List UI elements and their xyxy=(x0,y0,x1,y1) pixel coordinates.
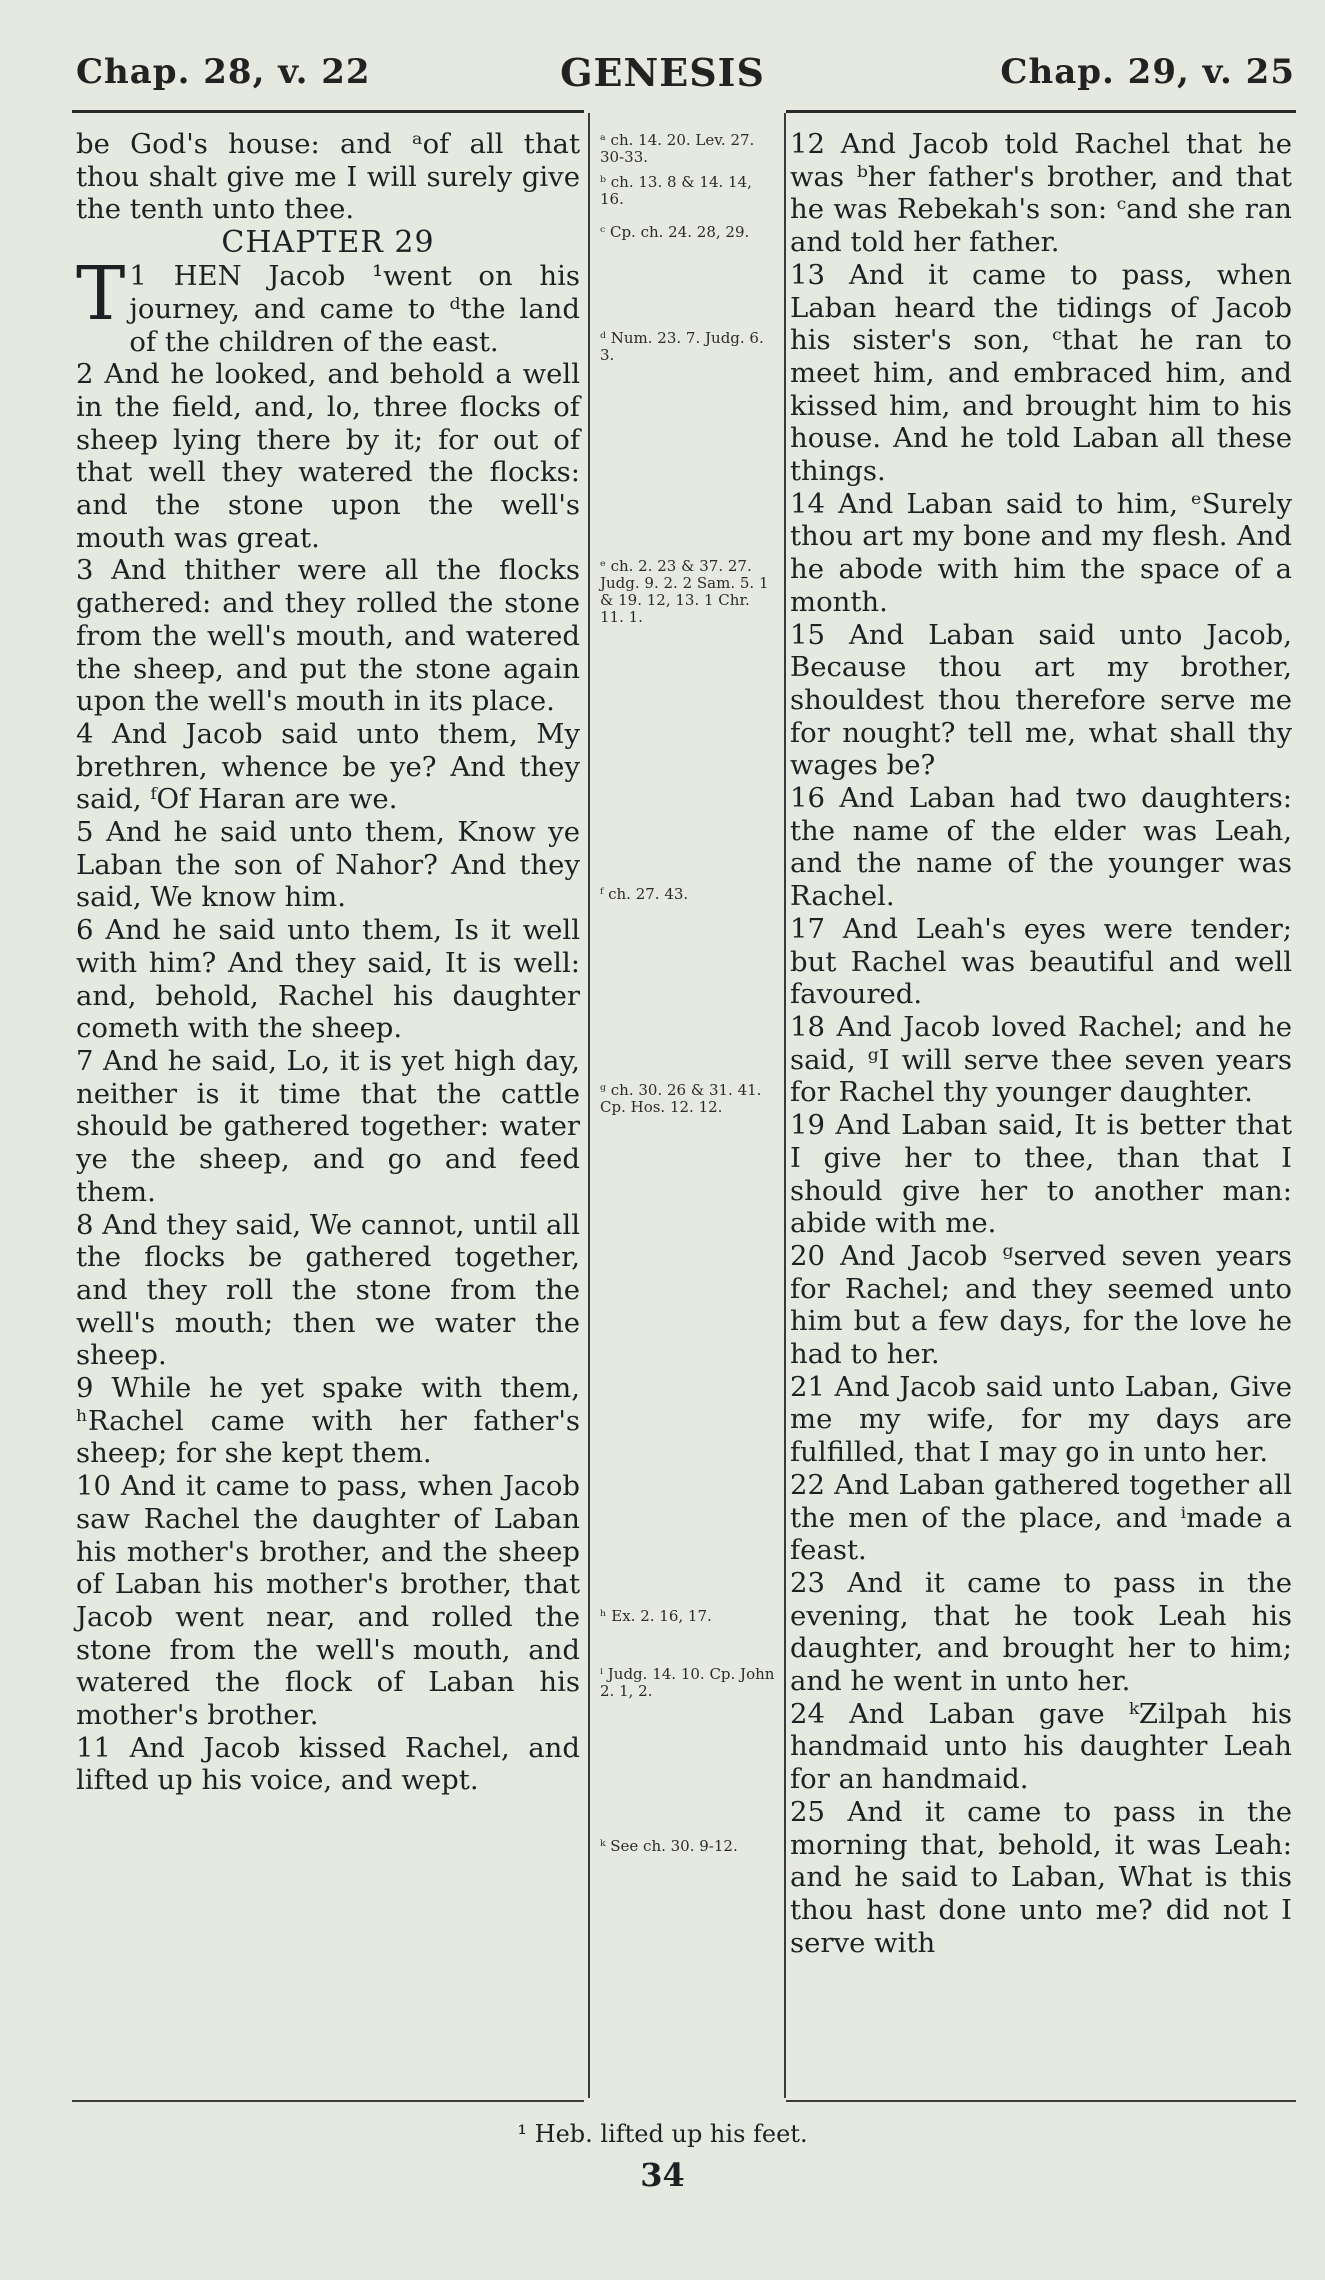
book-title: GENESIS xyxy=(560,50,765,95)
verse: 13 And it came to pass, when Laban heard the tidings of Jacob his sister's son, ᶜthat he ran to meet him, and embraced him, and kissed him, and brought him to his house. And he told Laban all these things. xyxy=(790,258,1292,488)
verse: 7 And he said, Lo, it is yet high day, neither is it time that the cattle should be gathered together: water ye the sheep, and go and feed them. xyxy=(76,1044,580,1208)
verse-1 xyxy=(76,251,580,358)
verse: 18 And Jacob loved Rachel; and he said, ᵍI will serve thee seven years for Rachel thy younger daughter. xyxy=(790,1010,1292,1109)
verse: 23 And it came to pass in the evening, that he took Leah his daughter, and brought her to him; and he went in unto her. xyxy=(790,1566,1292,1698)
verse: 5 And he said unto them, Know ye Laban the son of Nahor? And they said, We know him. xyxy=(76,816,580,914)
margin-note: ʰ Ex. 2. 16, 17. xyxy=(600,1607,712,1625)
verse: 6 And he said unto them, Is it well with him? And they said, It is well: and, behold, Rachel his daughter cometh with the sheep. xyxy=(76,914,580,1045)
margin-note: ᵏ See ch. 30. 9-12. xyxy=(600,1837,738,1855)
margin-note: ᵇ ch. 13. 8 & 14. 14, 16. xyxy=(600,173,752,208)
verse: 19 And Laban said, It is better that I give her to thee, than that I should give her to another man: abide with me. xyxy=(790,1109,1292,1240)
verse: 9 While he yet spake with them, ʰRachel came with her father's sheep; for she kept them. xyxy=(76,1372,580,1470)
header-rule-right xyxy=(786,110,1296,113)
verse: 10 And it came to pass, when Jacob saw Rachel the daughter of Laban his mother's brother, and the sheep of Laban his mother's brother, that Jacob went near, and rolled the stone from the well's mouth, and watered the flock of Laban his mother's brother. xyxy=(76,1470,580,1732)
verse-1-number: 1 xyxy=(129,260,147,293)
verse: 25 And it came to pass in the morning that, behold, it was Leah: and he said to Laban, What is this thou hast done unto me? did not I serve with xyxy=(790,1795,1292,1959)
margin-note: ᵍ ch. 30. 26 & 31. 41. Cp. Hos. 12. 12. xyxy=(600,1081,762,1116)
left-text-column xyxy=(76,128,580,1797)
margin-note: ᶠ ch. 27. 43. xyxy=(600,885,689,903)
verse: 15 And Laban said unto Jacob, Because thou art my brother, shouldest thou therefore serve me for nought? tell me, what shall thy wages be? xyxy=(790,618,1292,782)
verse-1-text: HEN Jacob ¹went on his journey, and came to ᵈthe land of the children of the east. xyxy=(129,260,580,358)
footer-rule-right xyxy=(786,2100,1296,2102)
column-divider-left xyxy=(588,113,590,2098)
margin-note: ᵉ ch. 2. 23 & 37. 27. Judg. 9. 2. 2 Sam. 5. 1 & 19. 12, 13. 1 Chr. 11. 1. xyxy=(600,557,769,626)
column-divider-right xyxy=(784,113,786,2098)
verse: 3 And thither were all the flocks gathered: and they rolled the stone from the well's mouth, and watered the sheep, and put the stone again upon the well's mouth in its place. xyxy=(76,554,580,718)
margin-note: ᶜ Cp. ch. 24. 28, 29. xyxy=(600,223,750,241)
drop-cap: T xyxy=(76,251,126,338)
running-head-left: Chap. 28, v. 22 xyxy=(76,52,371,92)
verse: 16 And Laban had two daughters: the name of the elder was Leah, and the name of the younger was Rachel. xyxy=(790,782,1292,913)
verse: 24 And Laban gave ᵏZilpah his handmaid unto his daughter Leah for an handmaid. xyxy=(790,1697,1292,1796)
verse: 22 And Laban gathered together all the men of the place, and ⁱmade a feast. xyxy=(790,1468,1292,1567)
verse: 14 And Laban said to him, ᵉSurely thou art my bone and my flesh. And he abode with him the space of a month. xyxy=(790,487,1292,618)
verse: 20 And Jacob ᵍserved seven years for Rachel; and they seemed unto him but a few days, for the love he had to her. xyxy=(790,1239,1292,1371)
footnote: ¹ Heb. lifted up his feet. xyxy=(517,2120,808,2148)
verse: 2 And he looked, and behold a well in the field, and, lo, three flocks of sheep lying there by it; for out of that well they watered the flocks: and the stone upon the well's mouth was great. xyxy=(76,358,580,554)
right-text-column xyxy=(790,128,1292,1959)
verse: 8 And they said, We cannot, until all the flocks be gathered together, and they roll the stone from the well's mouth; then we water the sheep. xyxy=(76,1208,580,1372)
verse: 12 And Jacob told Rachel that he was ᵇher father's brother, and that he was Rebekah's son: ᶜand she ran and told her father. xyxy=(790,128,1292,259)
header-rule-left xyxy=(72,110,584,113)
verse: 17 And Leah's eyes were tender; but Rachel was beautiful and well favoured. xyxy=(790,912,1292,1011)
verse: 4 And Jacob said unto them, My brethren, whence be ye? And they said, ᶠOf Haran are we. xyxy=(76,717,580,816)
footer-rule-left xyxy=(72,2100,584,2102)
verse-continuation: be God's house: and ᵃof all that thou shalt give me I will surely give the tenth unto thee. xyxy=(76,128,580,226)
margin-note: ᵃ ch. 14. 20. Lev. 27. 30-33. xyxy=(600,131,755,166)
chapter-heading: CHAPTER 29 xyxy=(221,225,435,261)
margin-note: ᵈ Num. 23. 7. Judg. 6. 3. xyxy=(600,329,764,364)
margin-note: ⁱ Judg. 14. 10. Cp. John 2. 1, 2. xyxy=(600,1665,775,1700)
page-number: 34 xyxy=(640,2156,685,2194)
verse: 11 And Jacob kissed Rachel, and lifted up his voice, and wept. xyxy=(76,1731,580,1797)
verse: 21 And Jacob said unto Laban, Give me my wife, for my days are fulfilled, that I may go in unto her. xyxy=(790,1370,1292,1469)
running-head-right: Chap. 29, v. 25 xyxy=(1000,52,1295,92)
